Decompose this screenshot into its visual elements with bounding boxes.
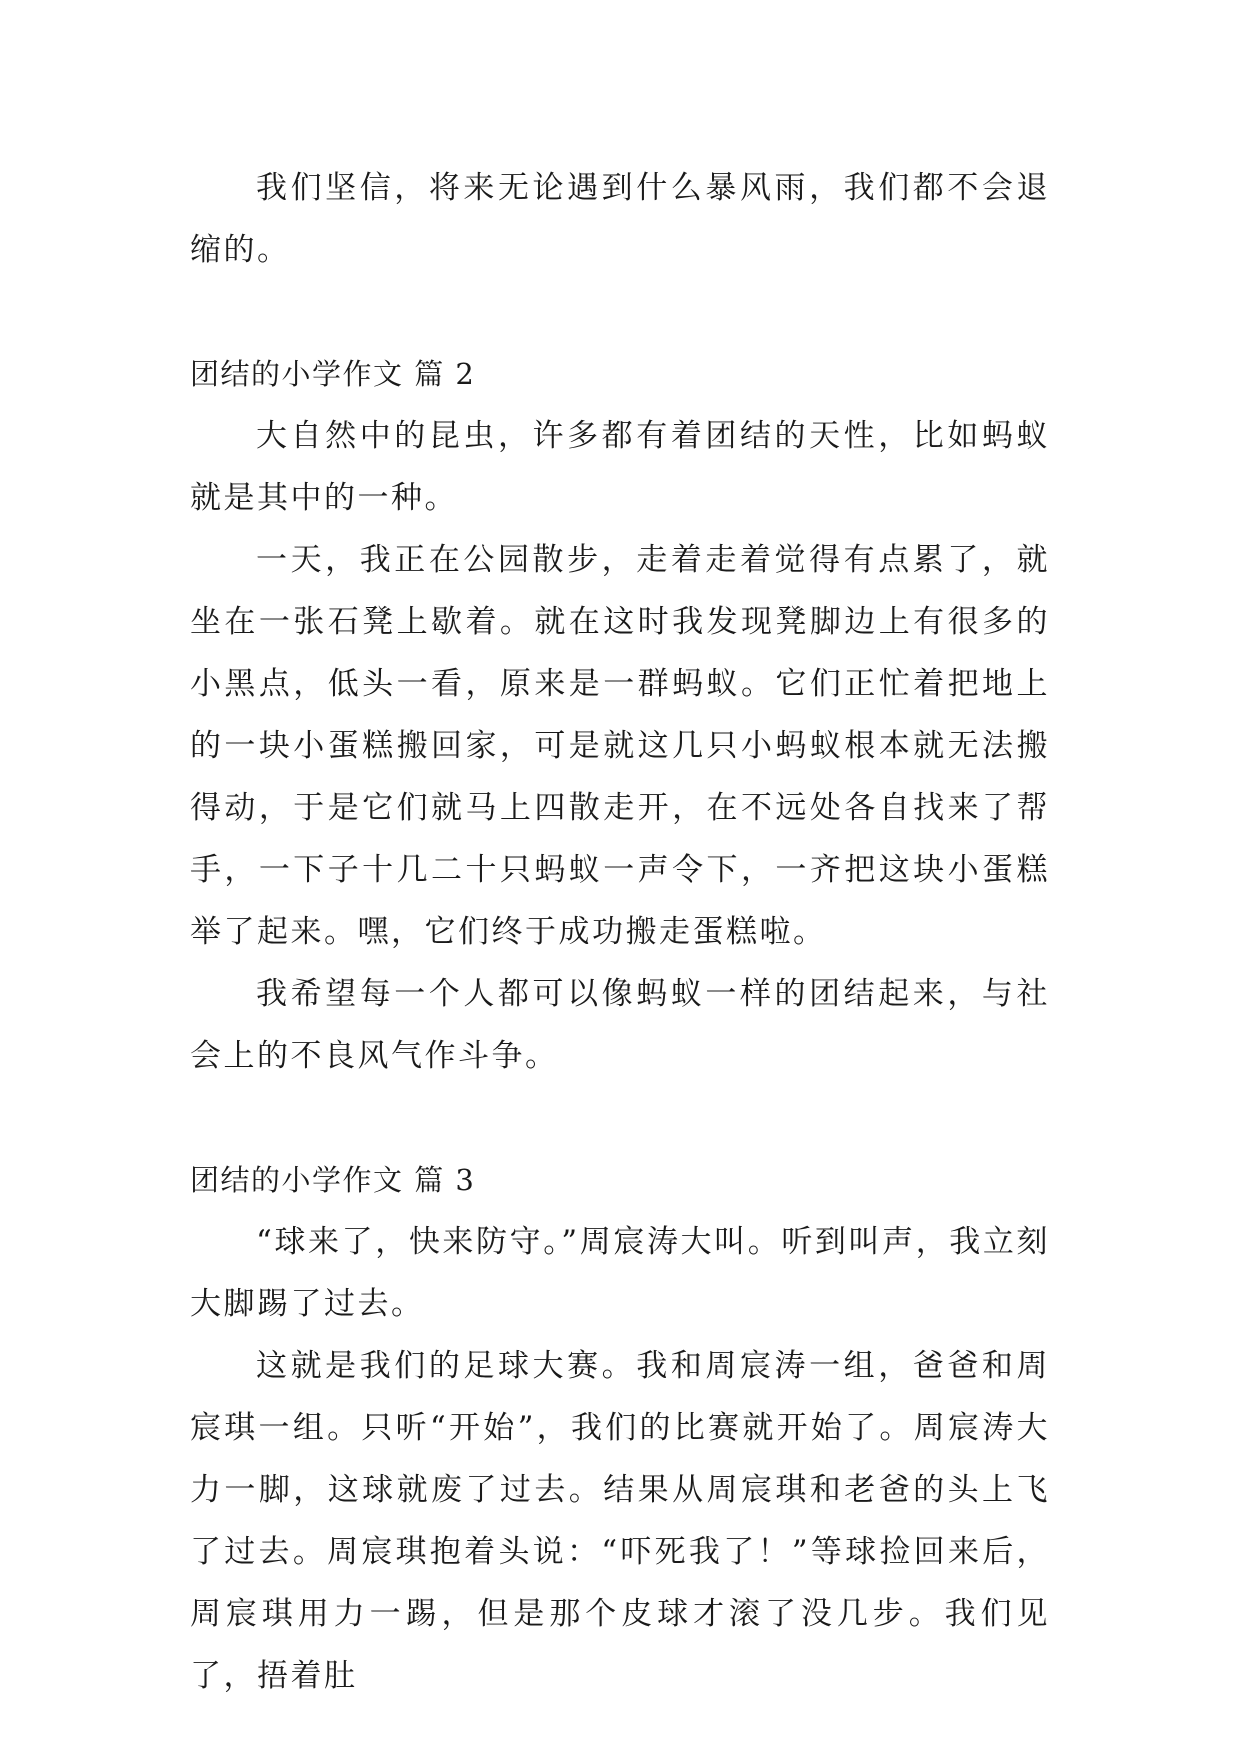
paragraph-ball-coming: “球来了，快来防守。”周宸涛大叫。听到叫声，我立刻大脚踢了过去。 [190, 1224, 1050, 1322]
paragraph-hope: 我希望每一个人都可以像蚂蚁一样的团结起来，与社会上的不良风气作斗争。 [190, 976, 1050, 1074]
paragraph-ants-story: 一天，我正在公园散步，走着走着觉得有点累了，就坐在一张石凳上歇着。就在这时我发现凳脚边上有很多的小黑点，低头一看，原来是一群蚂蚁。它们正忙着把地上的一块小蛋糕搬回家，可是就这几只小蚂蚁根本就无法搬得动，于是它们就马上四散走开，在不远处各自找来了帮手，一下子十几二十只蚂蚁一声令下，一齐把这块小蛋糕举了起来。嘿，它们终于成功搬走蛋糕啦。 [190, 542, 1050, 950]
section-heading-essay-2: 团结的小学作文 篇 2 [190, 357, 476, 391]
paragraph-football-match: 这就是我们的足球大赛。我和周宸涛一组，爸爸和周宸琪一组。只听“开始”，我们的比赛就开始了。周宸涛大力一脚，这球就废了过去。结果从周宸琪和老爸的头上飞了过去。周宸琪抱着头说：“吓死我了！”等球捡回来后，周宸琪用力一踢，但是那个皮球才滚了没几步。我们见了，捂着肚 [190, 1348, 1050, 1694]
paragraph-insects: 大自然中的昆虫，许多都有着团结的天性，比如蚂蚁就是其中的一种。 [190, 418, 1050, 516]
document-body [190, 157, 1050, 1707]
paragraph-conclusion-essay-1: 我们坚信，将来无论遇到什么暴风雨，我们都不会退缩的。 [190, 170, 1050, 268]
section-heading-essay-3: 团结的小学作文 篇 3 [190, 1163, 476, 1197]
